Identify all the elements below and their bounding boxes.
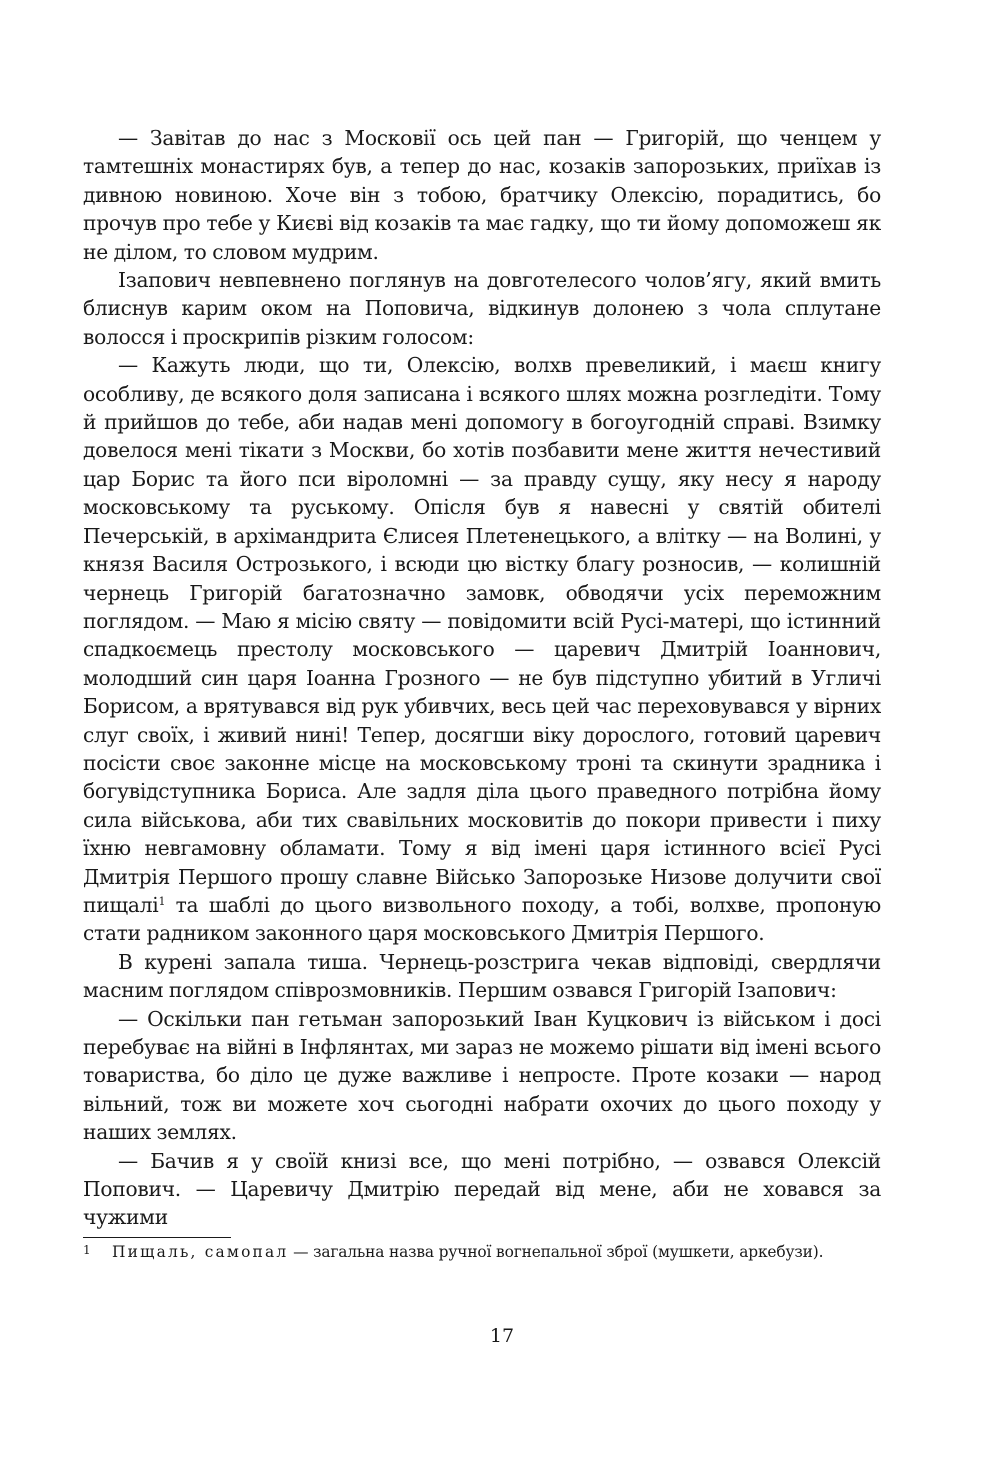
footnote-body [112, 1240, 881, 1265]
paragraph: Ізапович невпевнено поглянув на довготелесого чолов’ягу, який вмить блиснув карим оком на Поповича, відкинув долонею з чола сплутане волосся і проскрипів різким голосом: [83, 268, 881, 349]
paragraph [83, 351, 881, 948]
paragraph-text: — Кажуть люди, що ти, Олексію, волхв превеликий, і маєш книгу особливу, де всякого доля записана і всякого шлях можна розгледіти. Тому й прийшов до тебе, аби надав мені допомогу в богоугодній справі. Взимку довелося мені тікати з Москви, бо хотів позбавити мене життя нечестивий цар Борис та його пси віроломні — за правду сущу, яку несу я народу московському та руському. Опісля був я навесні у святій обителі Печерській, в архімандрита Єлисея Плетенецького, а влітку — на Волині, у князя Василя Острозького, і всюди цю вістку благу розносив, — колишній чернець Григорій багатозначно замовк, обводячи усіх переможним поглядом. — Маю я місію святу — повідомити всій Русі-матері, що істинний спадкоємець престолу московського — царевич Дмитрій Іоаннович, молодший син царя Іоанна Грозного — не був підступно убитий в Угличі Борисом, а врятувався від рук убивчих, весь цей час переховувався у вірних слуг своїх, і живий нині! Тепер, досягши віку дорослого, готовий царевич посісти своє законне місце на московському троні та скинути зрадника і богувідступника Бориса. Але задля діла цього праведного потрібна йому сила військова, аби тих свавільних московитів до покори привести і пиху їхню невгамовну обламати. Тому я від імені царя істинного всієї Русі Дмитрія Першого прошу славне Військо Запорозьке Низове долучити свої пищалі [83, 353, 881, 917]
paragraph: В курені запала тиша. Чернець-розстрига чекав відповіді, свердлячи масним поглядом співрозмовників. Першим озвався Григорій Ізапович: [83, 949, 881, 1003]
footnote [83, 1240, 881, 1265]
main-text [83, 124, 881, 1232]
page-number: 17 [489, 1325, 515, 1347]
footnote-mark: 1 [83, 1243, 91, 1257]
paragraph: — Завітав до нас з Московії ось цей пан — Григорій, що ченцем у тамтешніх монастирях був, а тепер до нас, козаків запорозьких, приїхав із дивною новиною. Хоче він з тобою, братчику Олексію, порадитись, бо прочув про тебе у Києві від козаків та має гадку, що ти йому допоможеш як не ділом, то словом мудрим. [83, 126, 881, 264]
footnote-text: — загальна назва ручної вогнепальної зброї (мушкети, аркебузи). [288, 1243, 824, 1261]
footnote-reference[interactable]: 1 [158, 894, 166, 908]
paragraph: — Оскільки пан гетьман запорозький Іван Куцкович із військом і досі перебуває на війні в Інфлянтах, ми зараз не можемо рішати від імені всього товариства, бо діло це дуже важливе і непросте. Проте козаки — народ вільний, тож ви можете хоч сьогодні набрати охочих до цього походу у наших землях. [83, 1006, 881, 1145]
footnote-term: Пищаль, самопал [112, 1243, 289, 1261]
paragraph-continuation: та шаблі до цього визвольного походу, а тобі, волхве, пропоную стати радником законного царя московського Дмитрія Першого. [83, 892, 882, 946]
paragraph: — Бачив я у своїй книзі все, що мені потрібно, — озвався Олексій Попович. — Царевичу Дмитрію передай від мене, аби не ховався за чужими [83, 1148, 881, 1230]
footnote-divider [83, 1237, 231, 1238]
